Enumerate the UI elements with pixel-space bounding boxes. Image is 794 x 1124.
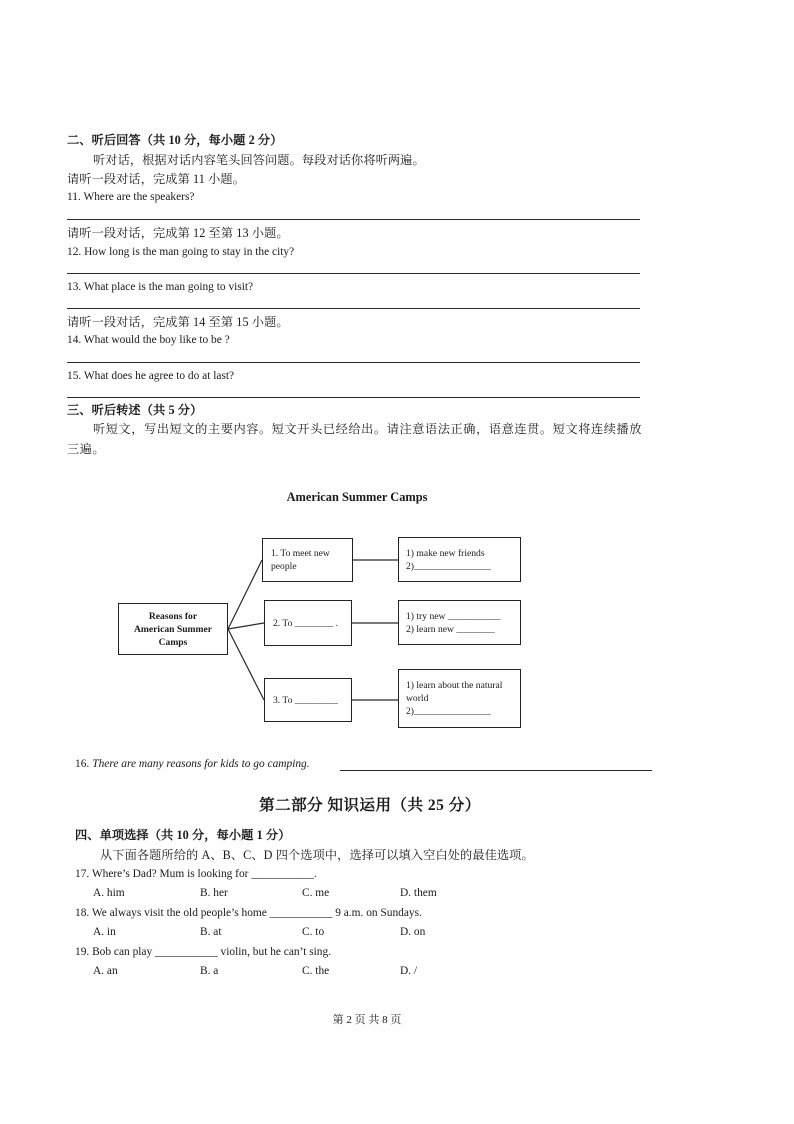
option-b: B. a [200,965,219,977]
connector-line [228,623,264,629]
diagram-detail-box [398,600,521,645]
section-instruction: 从下面各题所给的 A、B、C、D 四个选项中，选择可以填入空白处的最佳选项。 [100,848,534,862]
part-two-title: 第二部分 知识运用（共 25 分） [259,797,481,814]
option-d: D. on [400,926,426,938]
option-c: C. me [302,887,330,899]
detail-line: 2) learn new ________ [406,623,495,635]
retell-opening-sentence: There are many reasons for kids to go camping. [92,758,310,770]
question-13: 13. What place is the man going to visit? [67,281,254,293]
diagram-root-box [118,603,228,655]
section-heading-single-choice: 四、单项选择（共 10 分，每小题 1 分） [75,828,291,842]
question-16 [75,756,310,772]
question-18: 18. We always visit the old people’s home ___________ 9 a.m. on Sundays. [75,907,422,919]
option-d: D. / [400,965,418,977]
option-b: B. at [200,926,222,938]
dialogue-prompt: 请听一段对话，完成第 14 至第 15 小题。 [67,315,289,329]
section-heading-listening-retell: 三、听后转述（共 5 分） [67,403,203,417]
question-17: 17. Where’s Dad? Mum is looking for ___________. [75,868,317,880]
dialogue-prompt: 请听一段对话，完成第 12 至第 13 小题。 [67,226,289,240]
question-14: 14. What would the boy like to be ? [67,334,230,346]
section-instruction: 听对话，根据对话内容笔头回答问题。每段对话你将听两遍。 [93,153,425,167]
branch-label: 1. To meet new people [271,548,330,572]
option-c: C. the [302,965,330,977]
diagram-root-label: Reasons for American Summer Camps [133,610,213,648]
section-heading-listening-answer: 二、听后回答（共 10 分，每小题 2 分） [67,133,283,147]
branch-label: 3. To _________ [273,694,338,706]
connector-line [228,629,264,700]
option-d: D. them [400,887,437,899]
dialogue-prompt: 请听一段对话，完成第 11 小题。 [67,172,245,186]
answer-line-15 [67,397,640,398]
detail-line: 2)________________ [406,560,491,572]
question-19: 19. Bob can play ___________ violin, but he can’t sing. [75,946,332,958]
option-a: A. in [93,926,116,938]
answer-line-12 [67,273,640,274]
answer-line-13 [67,308,640,309]
answer-line-11 [67,219,640,220]
branch-label: 2. To ________ . [273,617,338,629]
question-number: 16. [75,758,90,770]
question-15: 15. What does he agree to do at last? [67,370,235,382]
page-number: 第 2 页 共 8 页 [332,1014,402,1026]
detail-line: 1) try new ___________ [406,610,501,622]
question-12: 12. How long is the man going to stay in the city? [67,246,295,258]
diagram-branch-box [262,538,353,582]
question-11: 11. Where are the speakers? [67,191,195,203]
detail-line: 1) make new friends [406,547,485,559]
diagram-detail-box [398,669,521,728]
option-b: B. her [200,887,228,899]
diagram-detail-box [398,537,521,582]
retell-answer-line [340,770,652,771]
section-instruction: 听短文，写出短文的主要内容。短文开头已经给出。请注意语法正确，语意连贯。短文将连续播放三遍。 [67,422,642,456]
diagram-title: American Summer Camps [286,490,428,504]
connector-line [228,560,262,629]
option-a: A. him [93,887,125,899]
diagram-branch-box [264,600,352,646]
diagram-branch-box [264,678,352,722]
detail-line: 2)________________ [406,706,491,717]
option-a: A. an [93,965,118,977]
answer-line-14 [67,362,640,363]
detail-line: 1) learn about the natural world [406,680,503,704]
option-c: C. to [302,926,325,938]
